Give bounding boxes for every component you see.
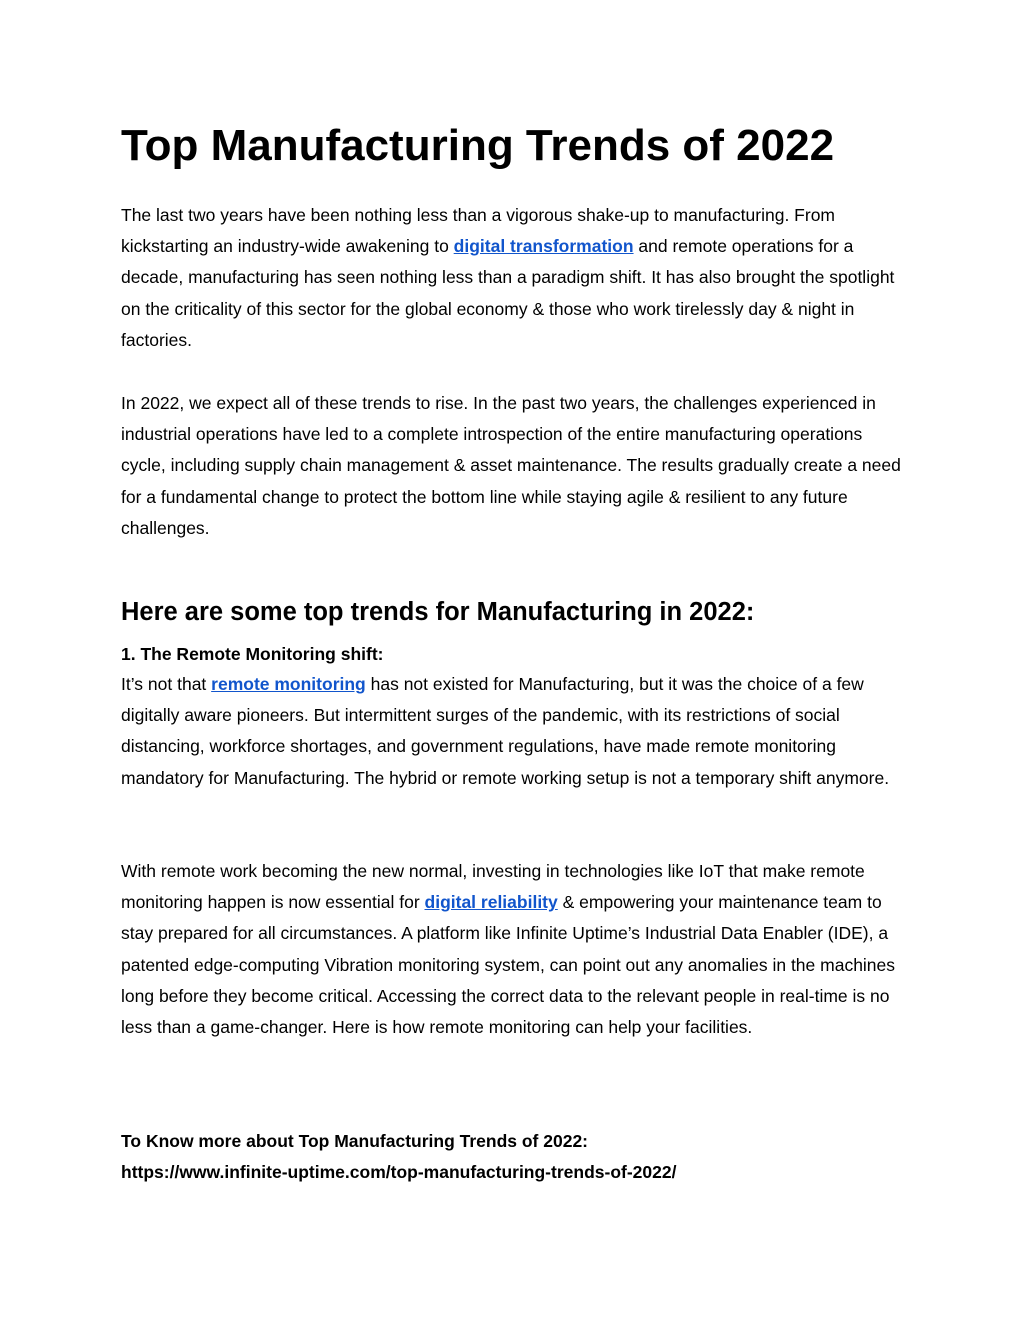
section-heading: Here are some top trends for Manufacturing in 2022: — [121, 598, 755, 626]
digital-reliability-link[interactable]: digital reliability — [424, 892, 558, 913]
page-title: Top Manufacturing Trends of 2022 — [121, 121, 835, 170]
trend-1-paragraph-1-text-end: has not existed for Manufacturing, but it was the choice of a few digitally aware pioneers. But intermittent surges of the pandemic, with its restrictions of social distancing, workforce shortages, and government regulations, have made remote monitoring mandatory for Manufacturing. The hybrid or remote working setup is not a temporary shift anymore. — [121, 674, 890, 788]
intro-paragraph-1-text-end: and remote operations for a decade, manufacturing has seen nothing less than a paradigm shift. It has also brought the spotlight on the criticality of this sector for the global economy & those who work tirelessly day & night in factories. — [121, 236, 895, 350]
trend-1-paragraph-2 — [121, 856, 911, 1043]
intro-paragraph-1 — [121, 200, 911, 356]
cta-url-link[interactable]: https://www.infinite-uptime.com/top-manufacturing-trends-of-2022/ — [121, 1162, 677, 1183]
trend-1-paragraph-2-text-end: & empowering your maintenance team to stay prepared for all circumstances. A platform like Infinite Uptime’s Industrial Data Enabler (IDE), a patented edge-computing Vibration monitoring system, can point out any anomalies in the machines long before they become critical. Accessing the correct data to the relevant people in real-time is no less than a game-changer. Here is how remote monitoring can help your facilities. — [121, 892, 896, 1038]
trend-1-paragraph-2-text-start: With remote work becoming the new normal, investing in technologies like IoT that make remote monitoring happen is now essential for — [121, 861, 865, 913]
intro-paragraph-1-text-start: The last two years have been nothing less than a vigorous shake-up to manufacturing. From kickstarting an industry-wide awakening to — [121, 205, 836, 257]
digital-transformation-link[interactable]: digital transformation — [453, 236, 634, 257]
trend-1-paragraph-1-text-start: It’s not that — [121, 674, 212, 694]
cta-label: To Know more about Top Manufacturing Trends of 2022: — [121, 1131, 589, 1151]
trend-1-title: 1. The Remote Monitoring shift: — [121, 644, 384, 664]
call-to-action — [121, 1126, 676, 1188]
remote-monitoring-link[interactable]: remote monitoring — [211, 674, 366, 694]
intro-paragraph-2: In 2022, we expect all of these trends to rise. In the past two years, the challenges experienced in industrial operations have led to a complete introspection of the entire manufacturing operations cycle, including supply chain management & asset maintenance. The results gradually create a need for a fundamental change to protect the bottom line while staying agile & resilient to any future challenges. — [121, 393, 901, 538]
trend-1-paragraph-1 — [121, 669, 911, 794]
